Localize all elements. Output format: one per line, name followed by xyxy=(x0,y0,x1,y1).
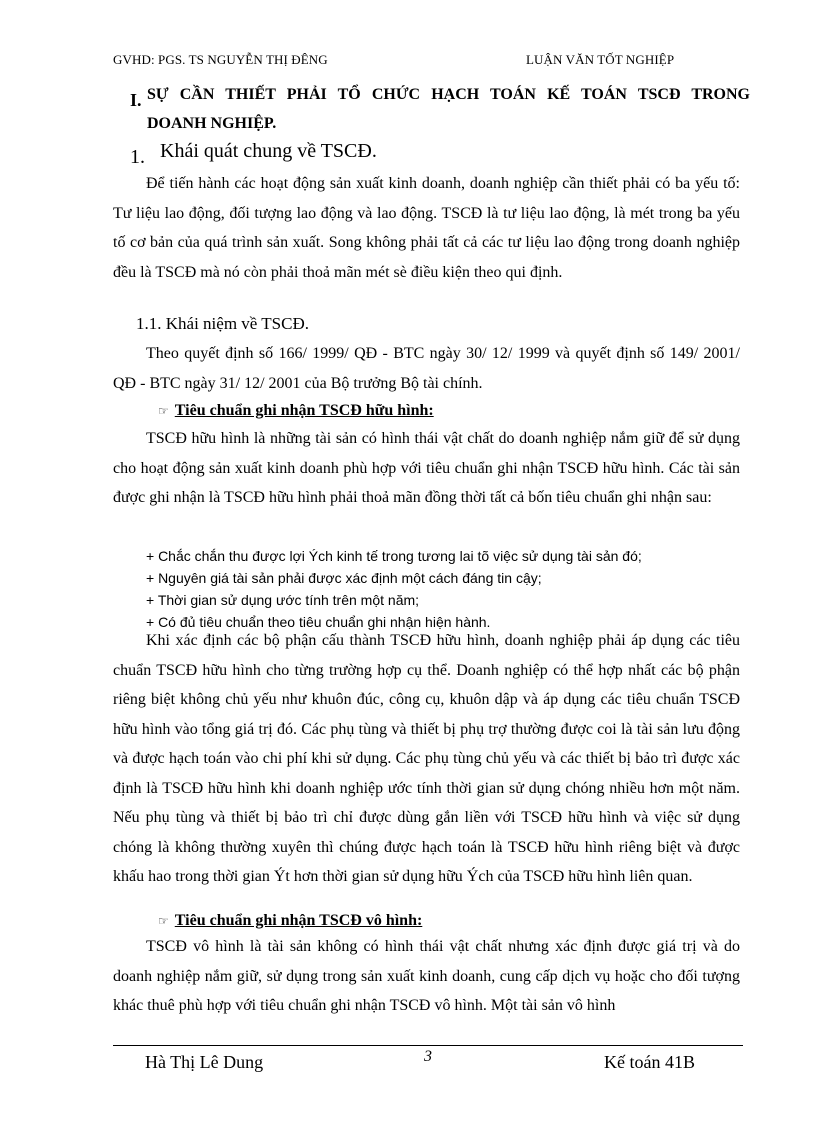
footer-class: Kế toán 41B xyxy=(604,1052,695,1072)
list-item: + Chắc chắn thu được lợi Ých kinh tế trong tương lai tõ việc sử dụng tài sản đó; xyxy=(146,548,642,564)
header-thesis-title: LUẬN VĂN TỐT NGHIỆP xyxy=(526,52,675,67)
criteria-tangible-label: Tiêu chuẩn ghi nhận TSCĐ hữu hình: xyxy=(174,402,434,419)
intangible-paragraph xyxy=(113,932,740,1021)
list-item: + Thời gian sử dụng ước tính trên một năm; xyxy=(146,592,420,608)
header-advisor: GVHD: PGS. TS NGUYỄN THỊ ĐÊNG xyxy=(113,52,328,67)
list-item: + Nguyên giá tài sản phải được xác định một cách đáng tin cậy; xyxy=(146,570,542,586)
intangible-paragraph-text: TSCĐ vô hình là tài sản không có hình thái vật chất nhưng xác định được giá trị và do doanh nghiệp nắm giữ, sử dụng trong sản xuất kinh doanh, cung cấp dịch vụ hoặc cho đối tượng khác thuê phù hợp với tiêu chuẩn ghi nhận TSCĐ vô hình. Một tài sản vô hình xyxy=(113,938,740,1014)
section-number: I. xyxy=(130,90,142,110)
page-number: 3 xyxy=(424,1048,432,1065)
heading-1-number: 1. xyxy=(130,146,145,168)
footer-divider xyxy=(113,1045,743,1046)
criteria-list xyxy=(146,545,642,633)
components-paragraph xyxy=(113,626,740,892)
tangible-paragraph-text: TSCĐ hữu hình là những tài sản có hình thái vật chất do doanh nghiệp nắm giữ để sử dụng cho hoạt động sản xuất kinh doanh phù hợp với tiêu chuẩn ghi nhận TSCĐ hữu hình. Các tài sản được ghi nhận là TSCĐ hữu hình phải thoả mãn đồng thời tất cả bốn tiêu chuẩn ghi nhận sau: xyxy=(113,430,740,506)
section-title-line2: DOANH NGHIỆP. xyxy=(147,115,277,132)
intro-paragraph xyxy=(113,169,740,287)
components-paragraph-text: Khi xác định các bộ phận cấu thành TSCĐ hữu hình, doanh nghiệp phải áp dụng các tiêu chuẩn TSCĐ hữu hình cho từng trường hợp cụ thể. Doanh nghiệp có thể hợp nhất các bộ phận riêng biệt không chủ yếu như khuôn đúc, công cụ, khuôn dập và áp dụng các tiêu chuẩn TSCĐ hữu hình vào tổng giá trị đó. Các phụ tùng và thiết bị phụ trợ thường được coi là tài sản lưu động và được hạch toán vào chi phí khi sử dụng. Các phụ tùng chủ yếu và các thiết bị bảo trì được xác định là TSCĐ hữu hình khi doanh nghiệp ước tính thời gian sử dụng chóng nhiều hơn một năm. Nếu phụ tùng và thiết bị bảo trì chỉ được dùng gắn liền với TSCĐ hữu hình và việc sử dụng chóng là không thường xuyên thì chúng được hạch toán là TSCĐ hữu hình riêng biệt và được khấu hao trong thời gian Ýt hơn thời gian sử dụng hữu Ých của TSCĐ hữu hình liên quan. xyxy=(113,632,740,885)
criteria-intangible xyxy=(158,912,422,930)
pointing-hand-icon: ☞ xyxy=(158,914,169,928)
decision-paragraph-text: Theo quyết định số 166/ 1999/ QĐ - BTC ngày 30/ 12/ 1999 và quyết định số 149/ 2001/ QĐ - BTC ngày 31/ 12/ 2001 của Bộ trưởng Bộ tài chính. xyxy=(113,345,740,392)
section-title-line1: SỰ CẦN THIẾT PHẢI TỔ CHỨC HẠCH TOÁN KẾ TOÁN TSCĐ TRONG xyxy=(147,86,750,103)
tangible-paragraph xyxy=(113,424,740,513)
footer-author: Hà Thị Lê Dung xyxy=(145,1052,264,1072)
pointing-hand-icon: ☞ xyxy=(158,404,169,418)
list-item: + Có đủ tiêu chuẩn theo tiêu chuẩn ghi nhận hiện hành. xyxy=(146,614,491,630)
criteria-intangible-label: Tiêu chuẩn ghi nhận TSCĐ vô hình: xyxy=(174,912,423,929)
decision-paragraph xyxy=(113,339,740,398)
heading-1-1: 1.1. Khái niệm về TSCĐ. xyxy=(136,314,309,333)
heading-1-title: Khái quát chung về TSCĐ. xyxy=(160,140,377,162)
intro-paragraph-text: Để tiến hành các hoạt động sản xuất kinh doanh, doanh nghiệp cần thiết phải có ba yếu tố: Tư liệu lao động, đối tượng lao động và lao động. TSCĐ là tư liệu lao động, là mét trong ba yếu tố cơ bản của quá trình sản xuất. Song không phải tất cả các tư liệu lao động trong doanh nghiệp đều là TSCĐ mà nó còn phải thoả mãn mét sè điều kiện theo qui định. xyxy=(113,175,740,281)
criteria-tangible xyxy=(158,402,434,420)
